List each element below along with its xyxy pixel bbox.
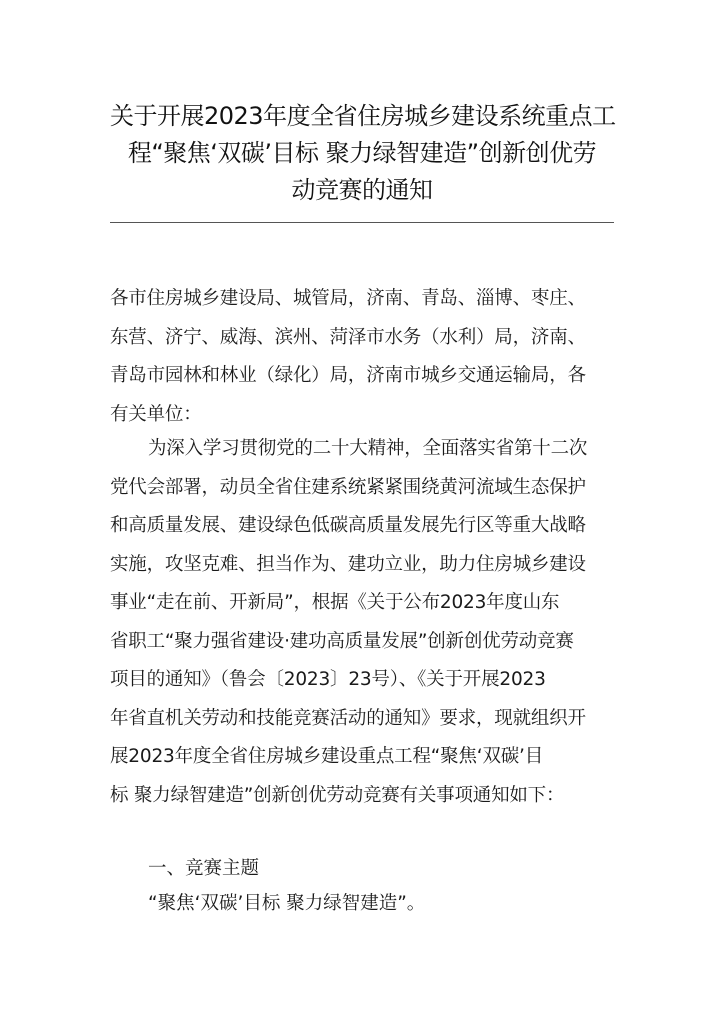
paragraph-line: 省职工“聚力强省建设·建功高质量发展”创新创优劳动竞赛: [110, 630, 574, 652]
title-line: 关于开展2023年度全省住房城乡建设系统重点工: [110, 102, 616, 130]
paragraph-line: 标 聚力绿智建造”创新创优劳动竞赛有关事项通知如下：: [110, 784, 565, 806]
addressee-line: 各市住房城乡建设局、城管局，济南、青岛、淄博、枣庄、: [110, 288, 586, 309]
paragraph-line: 年省直机关劳动和技能竞赛活动的通知》要求，现就组织开: [110, 707, 586, 729]
addressee-line: 东营、济宁、威海、滨州、菏泽市水务（水利）局，济南、: [110, 326, 586, 348]
paragraph-line: 为深入学习贯彻党的二十大精神，全面落实省第十二次: [148, 438, 588, 459]
paragraph-line: 实施，攻坚克难、担当作为、建功立业，助力住房城乡建设: [110, 553, 586, 575]
paragraph-line: 项目的通知》（鲁会〔2023〕23号）、《关于开展2023: [110, 669, 546, 690]
section-body: “聚焦‘双碳’目标 聚力绿智建造”。: [148, 893, 426, 914]
paragraph-line: 事业“走在前、开新局”，根据《关于公布2023年度山东: [110, 592, 560, 613]
document-title: [110, 98, 614, 209]
paragraph-line: 和高质量发展、建设绿色低碳高质量发展先行区等重大战略: [110, 515, 586, 536]
title-divider: [110, 222, 614, 223]
addressee-line: 青岛市园林和林业（绿化）局，济南市城乡交通运输局，各: [110, 365, 586, 386]
paragraph-line: 展2023年度全省住房城乡建设重点工程“聚焦‘双碳’目: [110, 746, 544, 767]
paragraph-line: 党代会部署，动员全省住建系统紧紧围绕黄河流域生态保护: [110, 476, 586, 498]
addressee-line: 有关单位：: [110, 403, 202, 425]
title-line: 动竞赛的通知: [291, 176, 433, 204]
title-line: 程“聚焦‘双碳’目标 聚力绿智建造”创新创优劳: [127, 139, 597, 167]
section-heading: 一、竞赛主题: [148, 858, 260, 879]
intro-paragraph: [110, 430, 614, 815]
addressee-block: [110, 280, 614, 434]
